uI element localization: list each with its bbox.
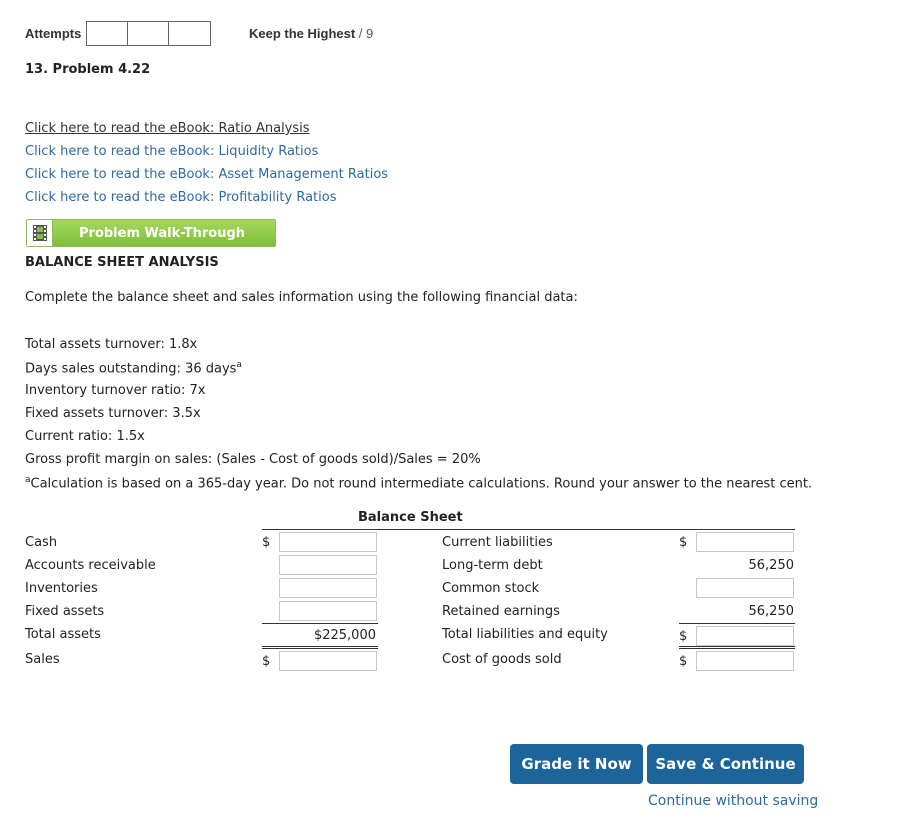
inventories-label: Inventories <box>25 581 98 596</box>
ebook-link-ratio-analysis[interactable]: Click here to read the eBook: Ratio Analysis <box>25 121 310 136</box>
footnote-marker-2: a <box>25 475 31 485</box>
footnote <box>25 475 812 491</box>
sales-dollar: $ <box>262 654 271 669</box>
problem-walkthrough-button[interactable] <box>26 219 276 247</box>
grade-it-now-button[interactable]: Grade it Now <box>510 744 643 784</box>
ebook-link-asset-management-ratios[interactable]: Click here to read the eBook: Asset Management Ratios <box>25 167 389 182</box>
attempt-box-1 <box>87 22 128 45</box>
balance-sheet-top-rule <box>262 529 795 530</box>
current-liabilities-input[interactable] <box>696 532 794 552</box>
balance-sheet-title: Balance Sheet <box>358 510 463 525</box>
dso-text: Days sales outstanding: 36 days <box>25 361 237 377</box>
retained-earnings-value: 56,250 <box>748 604 794 619</box>
save-continue-button[interactable]: Save & Continue <box>647 744 804 784</box>
total-assets-value: $225,000 <box>313 628 376 643</box>
total-liabilities-double-rule-1 <box>679 646 795 647</box>
total-liabilities-equity-label: Total liabilities and equity <box>442 627 608 642</box>
continue-without-saving-link[interactable]: Continue without saving <box>648 793 819 809</box>
attempts-label: Attempts <box>25 26 82 41</box>
data-fixed-assets-turnover: Fixed assets turnover: 3.5x <box>25 406 201 421</box>
keep-highest-text: Keep the Highest <box>249 26 356 41</box>
inventories-input[interactable] <box>279 578 377 598</box>
data-inventory-turnover: Inventory turnover ratio: 7x <box>25 383 206 398</box>
common-stock-label: Common stock <box>442 581 540 596</box>
total-assets-rule <box>262 623 378 624</box>
max-score: / 9 <box>355 26 374 41</box>
total-assets-double-rule-2 <box>262 648 378 649</box>
common-stock-input[interactable] <box>696 578 794 598</box>
total-liabilities-double-rule-2 <box>679 648 795 649</box>
accounts-receivable-input[interactable] <box>279 555 377 575</box>
keep-highest-label <box>249 26 373 41</box>
fixed-assets-input[interactable] <box>279 601 377 621</box>
walkthrough-label: Problem Walk-Through <box>79 225 246 241</box>
retained-earnings-label: Retained earnings <box>442 604 560 619</box>
data-current-ratio: Current ratio: 1.5x <box>25 429 145 444</box>
current-liabilities-dollar: $ <box>679 535 688 550</box>
sales-label: Sales <box>25 652 60 667</box>
data-total-assets-turnover: Total assets turnover: 1.8x <box>25 337 198 352</box>
cogs-label: Cost of goods sold <box>442 652 562 667</box>
cash-dollar: $ <box>262 535 271 550</box>
ebook-link-liquidity-ratios[interactable]: Click here to read the eBook: Liquidity Ratios <box>25 144 319 159</box>
total-liabilities-dollar: $ <box>679 629 688 644</box>
sales-input[interactable] <box>279 651 377 671</box>
footnote-marker: a <box>236 360 242 370</box>
long-term-debt-label: Long-term debt <box>442 558 543 573</box>
film-icon <box>27 220 53 246</box>
long-term-debt-value: 56,250 <box>748 558 794 573</box>
cash-label: Cash <box>25 535 58 550</box>
data-days-sales-outstanding <box>25 360 242 376</box>
section-title: BALANCE SHEET ANALYSIS <box>25 255 219 270</box>
instruction-text: Complete the balance sheet and sales information using the following financial data: <box>25 290 578 305</box>
current-liabilities-label: Current liabilities <box>442 535 553 550</box>
total-assets-double-rule-1 <box>262 646 378 647</box>
data-gross-profit-margin: Gross profit margin on sales: (Sales - Cost of goods sold)/Sales = 20% <box>25 452 481 467</box>
problem-title: 13. Problem 4.22 <box>25 62 151 77</box>
total-assets-label: Total assets <box>25 627 101 642</box>
cash-input[interactable] <box>279 532 377 552</box>
cogs-input[interactable] <box>696 651 794 671</box>
accounts-receivable-label: Accounts receivable <box>25 558 156 573</box>
fixed-assets-label: Fixed assets <box>25 604 105 619</box>
total-liabilities-equity-input[interactable] <box>696 626 794 646</box>
ebook-link-profitability-ratios[interactable]: Click here to read the eBook: Profitability Ratios <box>25 190 337 205</box>
attempt-box-3 <box>169 22 210 45</box>
footnote-text: Calculation is based on a 365-day year. Do not round intermediate calculations. Round your answer to the nearest cent. <box>30 476 813 492</box>
total-liabilities-rule <box>679 623 795 624</box>
cogs-dollar: $ <box>679 654 688 669</box>
attempts-boxes <box>86 21 211 46</box>
attempt-box-2 <box>128 22 169 45</box>
